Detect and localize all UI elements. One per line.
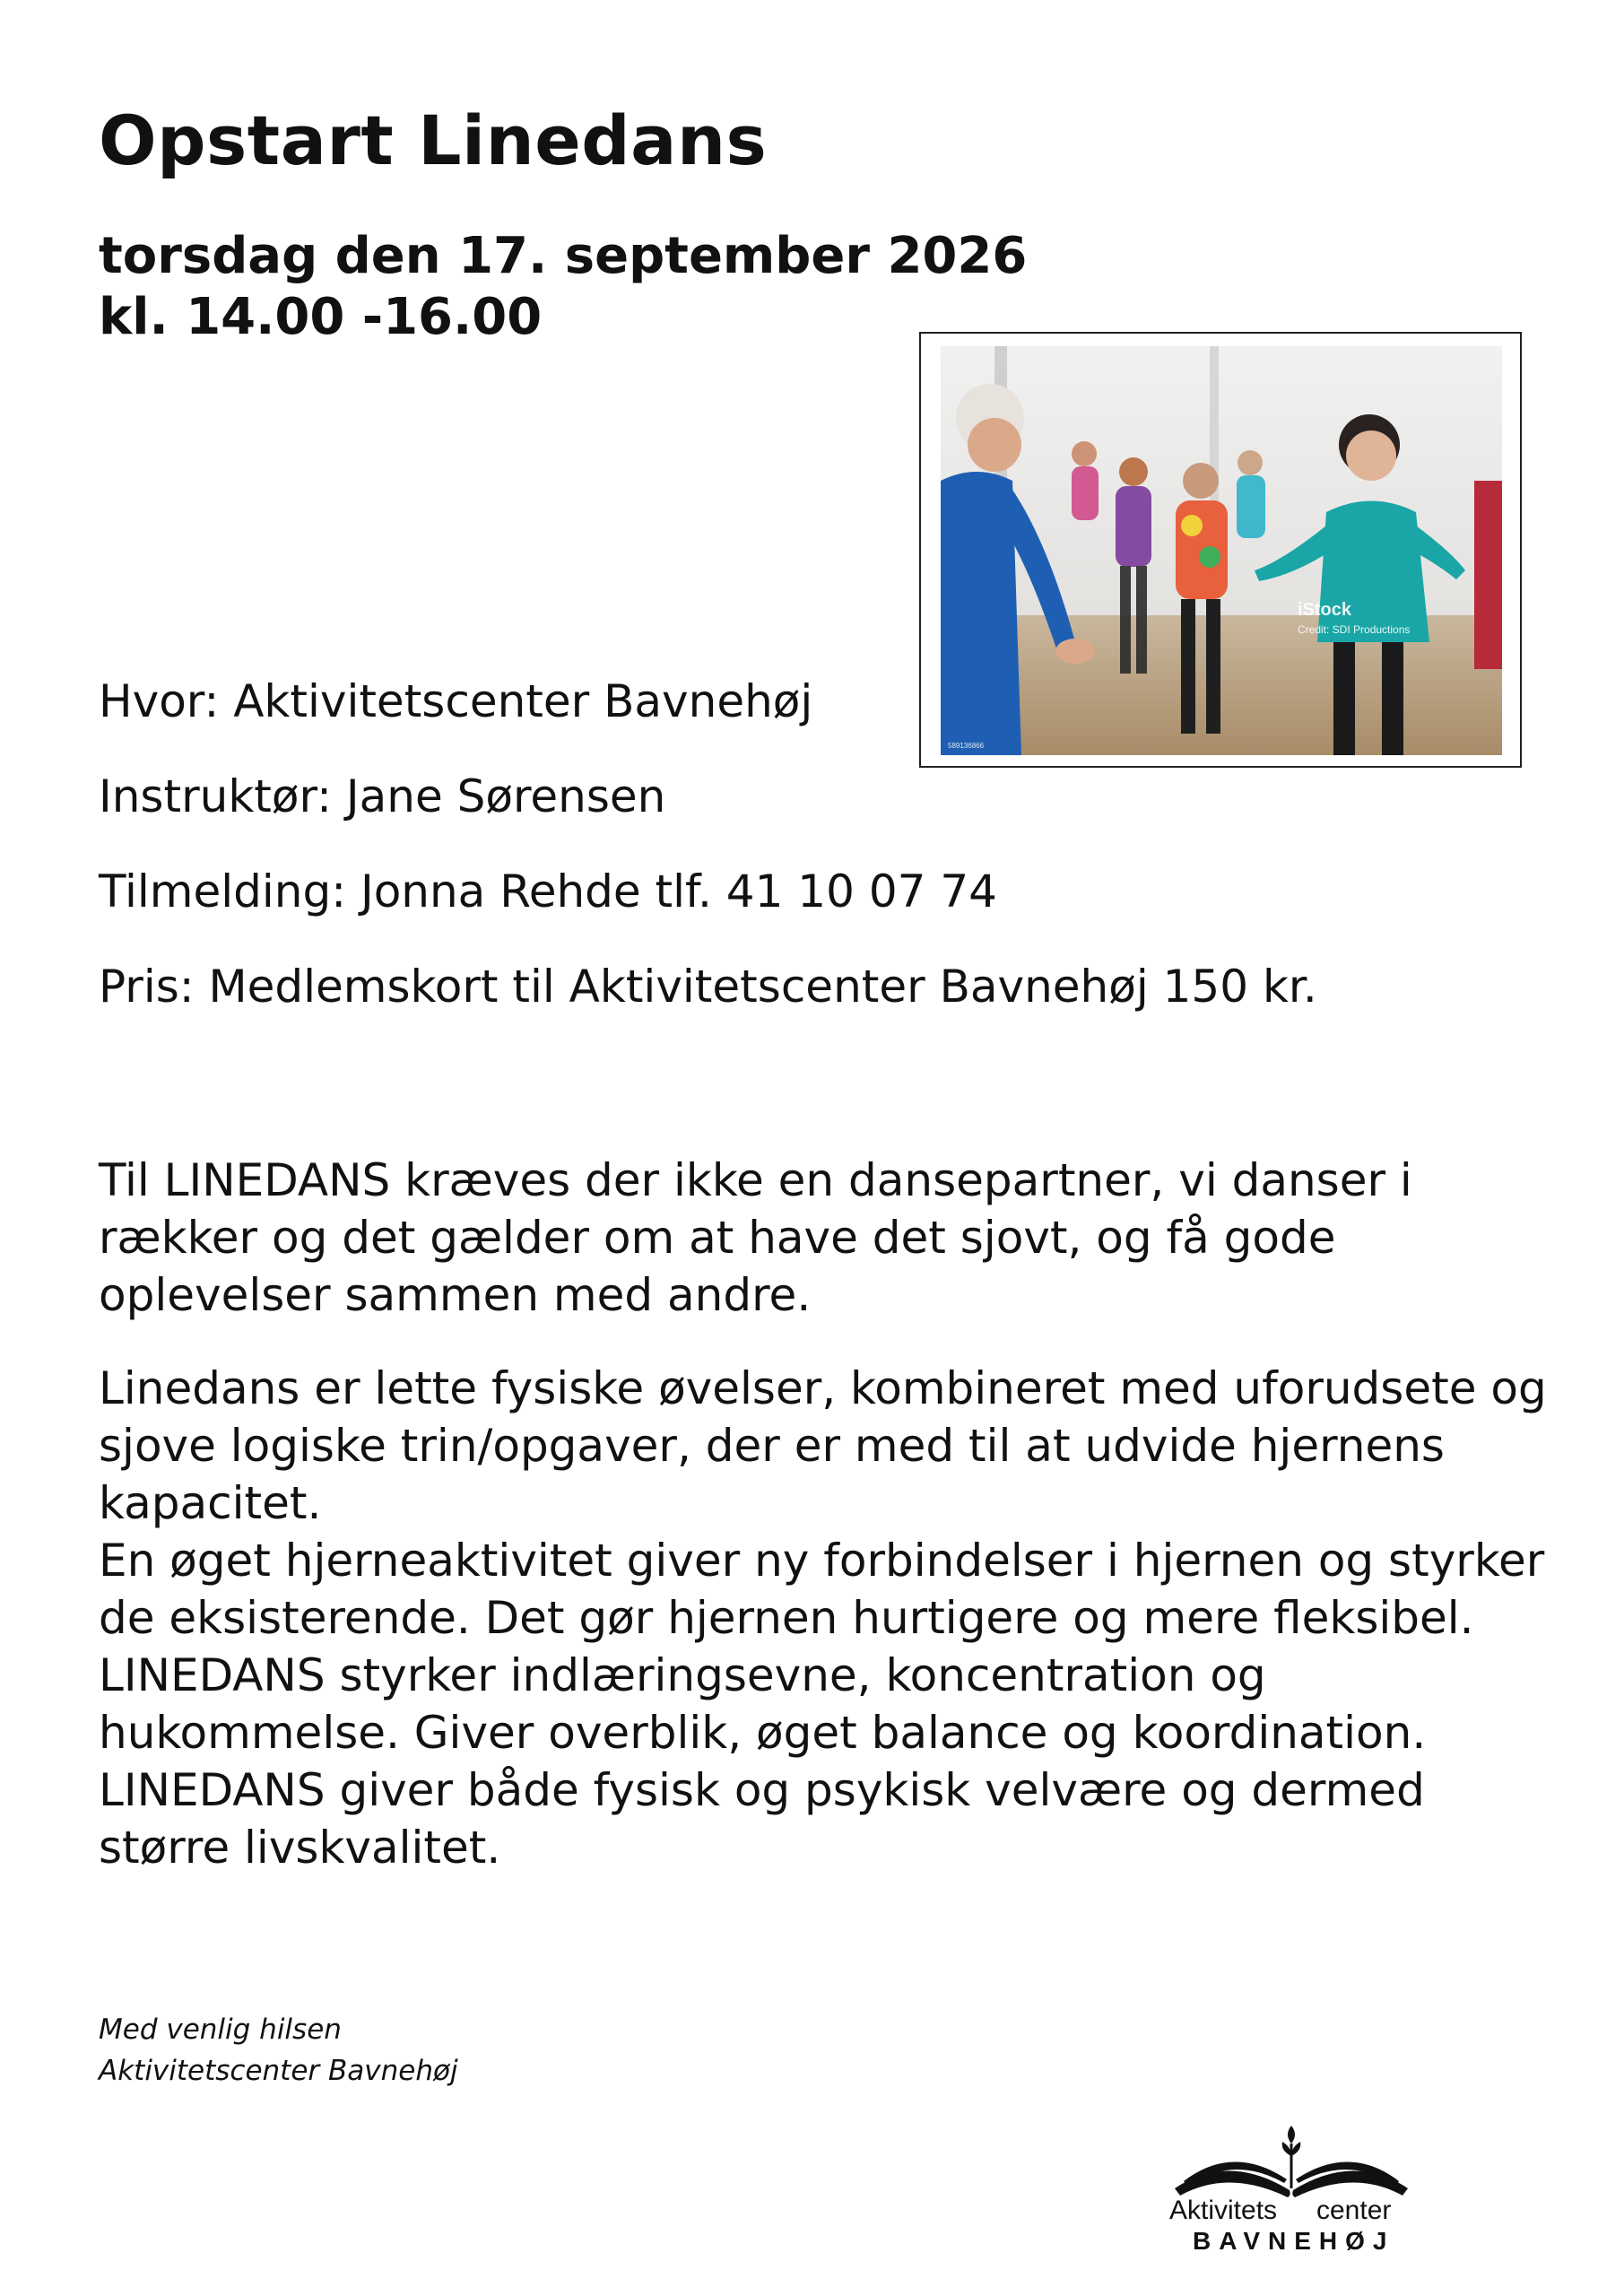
info-registration: Tilmelding: Jonna Rehde tlf. 41 10 07 74 <box>99 865 997 918</box>
signature <box>99 2009 458 2092</box>
info-location: Hvor: Aktivitetscenter Bavnehøj <box>99 675 813 727</box>
info-instructor: Instruktør: Jane Sørensen <box>99 770 666 822</box>
photo-credit: Credit: SDI Productions <box>1298 623 1411 636</box>
stock-watermark: iStock <box>1298 600 1352 620</box>
benefits-line-3: LINEDANS styrker indlæringsevne, koncentration og hukommelse. Giver overblik, øget balance og koordination. <box>99 1649 1427 1759</box>
page-title: Opstart Linedans <box>99 100 768 180</box>
benefits-line-2: En øget hjerneaktivitet giver ny forbindelser i hjernen og styrker de eksisterende. Det gør hjernen hurtigere og mere fleksibel. <box>99 1535 1545 1644</box>
event-datetime <box>99 226 1027 348</box>
stock-id: 589136866 <box>948 742 985 750</box>
info-price: Pris: Medlemskort til Aktivitetscenter Bavnehøj 150 kr. <box>99 961 1317 1013</box>
logo-text-center: center <box>1316 2196 1392 2225</box>
intro-paragraph: Til LINEDANS kræves der ikke en dansepartner, vi danser i rækker og det gælder om at have det sjovt, og få gode oplevelser sammen med andre. <box>99 1154 1412 1321</box>
signature-greeting: Med venlig hilsen <box>99 2013 342 2046</box>
benefits-line-1: Linedans er lette fysiske øvelser, kombineret med uforudsete og sjove logiske trin/opgaver, der er med til at udvide hjernens kapacitet. <box>99 1362 1547 1529</box>
logo-text-bavnehoj: BAVNEHØJ <box>1193 2227 1395 2255</box>
signature-sender: Aktivitetscenter Bavnehøj <box>99 2055 458 2087</box>
benefits-paragraph <box>99 1360 1569 1876</box>
event-time: kl. 14.00 -16.00 <box>99 288 543 346</box>
line-dance-photo <box>919 332 1522 768</box>
dancers-illustration <box>941 346 1502 755</box>
benefits-line-4: LINEDANS giver både fysisk og psykisk velvære og dermed større livskvalitet. <box>99 1764 1425 1874</box>
event-date: torsdag den 17. september 2026 <box>99 227 1028 285</box>
bavnehoj-logo <box>1157 2126 1426 2260</box>
logo-text-aktivitets: Aktivitets <box>1169 2196 1278 2225</box>
